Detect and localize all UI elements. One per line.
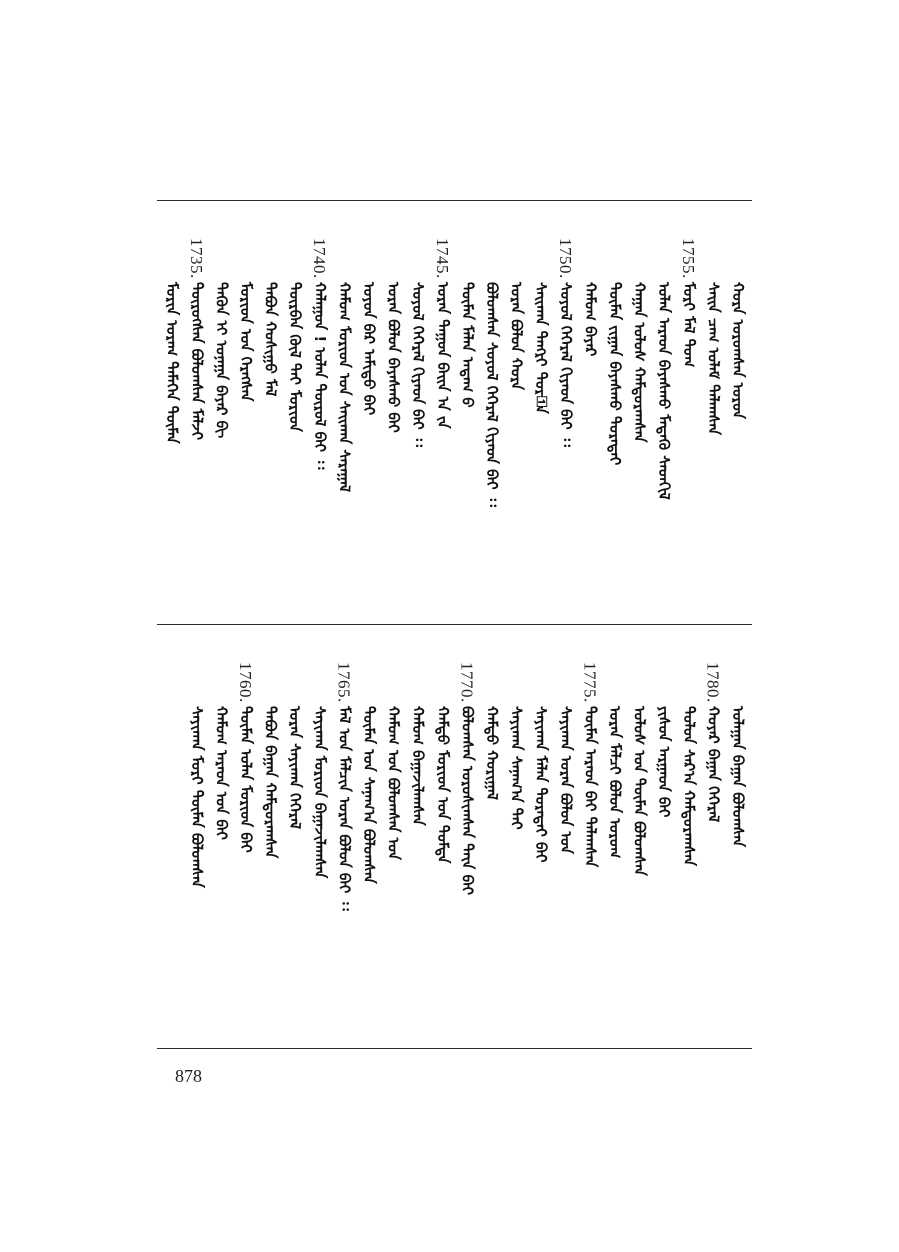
verse-text: ᠳᠦᠷᠪᠡᠨ ᠬᠦᠯ ᠲᠠᠢ ᠮᠣᠷᠢᠳ bbox=[286, 282, 305, 432]
verse-text: ᠲᠡᠭᠦᠨ ᠢ ᠤᠨᠠᠭᠠ ᠪᠠᠶᠠᠷ ᠪᠢ bbox=[212, 282, 231, 439]
verse-line bbox=[333, 238, 355, 618]
page-number: 878 bbox=[175, 1066, 202, 1086]
verse-line bbox=[678, 662, 700, 1042]
verse-text: ᠲᠦᠮᠡᠨ ᠠᠷᠠᠳ ᠪᠠᠢ ᠲᠠᠯᠠᠭᠰᠠᠨ bbox=[581, 706, 600, 868]
verse-text: ᠰᠠᠶᠢᠬᠠᠨ ᠮᠠᠯᠠᠨ ᠳᠤᠷᠠᠲᠠᠢ ᠪᠠᠢ bbox=[532, 706, 551, 863]
verse-line bbox=[506, 238, 528, 618]
verse-line bbox=[358, 238, 380, 618]
verse-line bbox=[530, 662, 552, 1042]
verse-text: ᠰᠠᠶᠢᠬᠠᠨ ᠮᠣᠷᠢᠳ ᠪᠠᠭᠠᠵᠢᠯᠠᠭᠰᠠᠨ bbox=[310, 706, 329, 879]
verse-text: ᠶᠢᠰᠦᠨ ᠠᠷᠭᠠᠳ ᠪᠠᠢ bbox=[655, 706, 674, 818]
verse-line bbox=[456, 662, 478, 1042]
verse-line bbox=[456, 238, 478, 618]
verse-text: ᠤᠷᠠᠨ ᠪᠣᠯᠤᠨ ᠪᠠᠶᠠᠰᠬᠤ ᠪᠠᠢ bbox=[384, 282, 403, 433]
verse-text: ᠲᠠᠪᠤᠨ ᠬᠣᠰᠢᠭᠤ ᠮᠠᠯ bbox=[261, 282, 280, 397]
verse-line bbox=[702, 662, 724, 1042]
verse-text: ᠪᠣᠯᠤᠭᠰᠠᠨ ᠰᠣᠶᠣᠯ ᠭᠡᠭᠡᠷᠡᠯ ᠭᠢᠶᠠᠳ ᠪᠠᠢ ᠄᠄ bbox=[483, 282, 501, 507]
verse-text: ᠰᠠᠶᠢᠬᠠᠨ ᠮᠣᠷᠢ ᠲᠦᠮᠡᠨ ᠪᠣᠯᠤᠭᠰᠠᠨ bbox=[187, 706, 206, 888]
verse-text: ᠤᠷᠠᠨ ᠪᠣᠯᠤᠨ ᠬᠤᠷᠠ bbox=[507, 282, 526, 390]
line-number: 1770. bbox=[457, 662, 477, 703]
verse-line bbox=[604, 238, 626, 618]
verse-text: ᠤᠯᠠᠭᠠᠨ ᠪᠠᠭᠠᠨ ᠪᠣᠯᠤᠭᠰᠠᠨ bbox=[729, 706, 747, 848]
verse-line bbox=[186, 662, 208, 1042]
verse-text: ᠲᠠᠪᠤᠨ ᠪᠠᠭᠠᠨ ᠬᠠᠮᠲᠤᠷᠠᠭᠰᠠᠨ bbox=[261, 706, 280, 859]
verse-line bbox=[629, 662, 651, 1042]
line-number: 1745. bbox=[432, 238, 452, 279]
line-number: 1775. bbox=[580, 662, 600, 703]
verse-block-upper bbox=[157, 238, 752, 618]
verse-text: ᠲᠥᠷᠦᠭᠰᠡᠨ ᠪᠣᠯᠤᠭᠰᠠᠨ ᠮᠠᠯᠵᠢ bbox=[187, 282, 206, 440]
verse-text: ᠪᠣᠯᠤᠭᠰᠠᠨ ᠣᠷᠣᠰᠢᠭᠰᠠᠨ ᠲᠠᠶ᠋ᠠ ᠪᠠᠢ bbox=[458, 706, 477, 896]
verse-text: ᠰᠠᠶᠢᠬᠠᠨ ᠤᠷᠠᠨ ᠪᠣᠯᠤᠨ ᠤᠨ bbox=[556, 706, 575, 854]
verse-line bbox=[333, 662, 355, 1042]
verse-text: ᠬᠠᠮᠤᠭ ᠤᠨ ᠪᠣᠯᠤᠭᠰᠠᠨ ᠤᠨ bbox=[384, 706, 403, 861]
verse-line bbox=[555, 238, 577, 618]
verse-line bbox=[383, 238, 405, 618]
line-number: 1740. bbox=[309, 238, 329, 279]
verse-text: ᠤᠷᠠᠨ ᠳᠠᠭᠤᠨ ᠪᠠᠢᠨ ᠠ ᠶ᠋ᠠ bbox=[433, 282, 452, 429]
verse-line bbox=[309, 662, 331, 1042]
verse-text: ᠬᠤᠷᠠ ᠤᠷᠤᠭᠰᠠᠨ ᠣᠷᠣᠨ bbox=[729, 282, 747, 419]
verse-text: ᠣᠯᠠᠨ ᠠᠷᠠᠳ ᠪᠠᠶᠠᠰᠬᠤ ᠮᠡᠳᠡᠬᠦ ᠰᠡᠳᠬᠢᠯ bbox=[655, 282, 674, 500]
verse-line bbox=[284, 662, 306, 1042]
verse-text: ᠮᠣᠷᠢᠳ ᠤᠨ ᠬᠡᠷᠡᠭᠰᠡᠨ bbox=[237, 282, 255, 402]
verse-text: ᠮᠠᠯ ᠤᠨ ᠮᠠᠯᠴᠢᠨ ᠤᠷᠠᠨ ᠪᠣᠯᠤᠨ ᠪᠠᠢ ᠄᠄ bbox=[335, 706, 354, 911]
verse-line bbox=[358, 662, 380, 1042]
line-number: 1750. bbox=[555, 238, 575, 279]
line-number: 1755. bbox=[678, 238, 698, 279]
top-rule bbox=[157, 200, 752, 201]
verse-line bbox=[407, 662, 429, 1042]
verse-line bbox=[260, 238, 282, 618]
verse-text: ᠲᠦᠮᠡᠨ ᠵᠢᠭᠠᠨ ᠪᠠᠶᠠᠰᠬᠤ ᠳᠤᠷᠠᠲᠠᠢ bbox=[606, 282, 624, 466]
verse-line bbox=[284, 238, 306, 618]
verse-text: ᠳᠣᠯᠤᠨ ᠰᠠᠷ᠎ᠠ ᠬᠠᠮᠲᠤᠷᠠᠭᠰᠠᠨ bbox=[679, 706, 698, 866]
verse-text: ᠲᠦᠮᠡᠨ ᠤᠨ ᠰᠠᠨᠠᠭ᠎ᠠ ᠪᠣᠯᠤᠭᠰᠠᠨ bbox=[360, 706, 378, 884]
verse-line bbox=[702, 238, 724, 618]
verse-text: ᠮᠣᠷᠢ ᠮᠠᠯ ᠲᠣᠭ bbox=[679, 282, 698, 368]
verse-line bbox=[506, 662, 528, 1042]
middle-rule bbox=[157, 624, 752, 625]
verse-line bbox=[653, 238, 675, 618]
verse-line bbox=[432, 662, 454, 1042]
verse-line bbox=[407, 238, 429, 618]
line-number: 1780. bbox=[703, 662, 723, 703]
verse-block-lower bbox=[157, 662, 752, 1042]
line-number: 1765. bbox=[334, 662, 354, 703]
verse-line bbox=[579, 238, 601, 618]
verse-line bbox=[530, 238, 552, 618]
verse-text: ᠰᠣᠶᠣᠯ ᠭᠡᠭᠡᠷᠡᠯ ᠭᠢᠶᠠᠳ ᠪᠠᠢ ᠄᠄ bbox=[556, 282, 575, 447]
verse-line bbox=[235, 238, 257, 618]
verse-line bbox=[432, 238, 454, 618]
verse-line bbox=[309, 238, 331, 618]
verse-line bbox=[186, 238, 208, 618]
verse-line bbox=[629, 238, 651, 618]
verse-text: ᠬᠠᠮᠤᠭ ᠠᠷᠠᠳ ᠤᠨ ᠪᠠᠢ bbox=[212, 706, 231, 840]
verse-text: ᠬᠠᠯᠠᠭᠤᠨ ! ᠤᠯᠠᠨ ᠲᠥᠷᠦᠯ ᠪᠠᠢ ᠄᠄ bbox=[310, 282, 329, 470]
verse-line bbox=[260, 662, 282, 1042]
line-number: 1760. bbox=[236, 662, 255, 703]
verse-line bbox=[161, 238, 183, 618]
verse-line bbox=[210, 238, 232, 618]
verse-text: ᠮᠣᠷᠢᠨ ᠤᠷᠠᠭ ᠲᠡᠮᠡᠭᠡᠨ ᠲᠦᠮᠡᠨ bbox=[163, 282, 182, 444]
verse-line bbox=[604, 662, 626, 1042]
verse-text: ᠰᠠᠢᠬᠠᠨ ᠲᠡᠩᠷᠢ ᠳᠣᠷ᠋ᠠ bbox=[532, 282, 551, 414]
verse-line bbox=[383, 662, 405, 1042]
verse-line bbox=[727, 238, 749, 618]
verse-line bbox=[235, 662, 257, 1042]
verse-text: ᠬᠠᠮᠲᠤ ᠬᠣᠷᠢᠭᠠᠯ bbox=[483, 706, 501, 801]
verse-text: ᠤᠷᠠᠨ ᠮᠠᠯᠴᠢ ᠪᠣᠯᠤᠨ ᠤᠷᠤᠭ bbox=[606, 706, 624, 859]
verse-text: ᠣᠶᠣᠨ ᠪᠠᠷ ᠠᠮᠢᠳᠤ ᠪᠠᠢ bbox=[360, 282, 378, 416]
verse-line bbox=[727, 662, 749, 1042]
verse-text: ᠤᠷᠠᠨ ᠰᠠᠶᠢᠬᠠᠨ ᠭᠡᠭᠡᠷᠡᠯ bbox=[286, 706, 305, 830]
verse-text: ᠬᠠᠮᠤᠭ ᠪᠠᠶᠠᠷ bbox=[581, 282, 600, 357]
verse-line bbox=[678, 238, 700, 618]
verse-line bbox=[481, 662, 503, 1042]
verse-text: ᠤᠯᠤᠰ ᠤᠨ ᠲᠦᠮᠡᠨ ᠪᠣᠯᠤᠭᠰᠠᠨ bbox=[630, 706, 649, 876]
verse-text: ᠰᠠᠢᠨ ᠴᠠᠭ ᠤᠯᠠᠮ ᠲᠠᠯᠠᠭᠰᠠᠨ bbox=[704, 282, 723, 435]
verse-line bbox=[210, 662, 232, 1042]
verse-text: ᠬᠠᠮᠤᠭ ᠮᠣᠷᠢᠳ ᠤᠨ ᠰᠠᠢᠬᠠᠨ ᠰᠠᠷᠠᠭᠠᠯ bbox=[335, 282, 354, 493]
verse-line bbox=[481, 238, 503, 618]
verse-text: ᠰᠠᠶᠢᠬᠠᠨ ᠰᠠᠨᠠᠭ᠎ᠠ ᠲᠠᠢ bbox=[507, 706, 526, 830]
verse-text: ᠬᠠᠭᠠᠨ ᠤᠯᠤᠰ ᠬᠠᠮᠲᠤᠷᠠᠭᠰᠠᠨ bbox=[630, 282, 649, 443]
verse-text: ᠬᠠᠮᠤᠭ ᠪᠠᠭᠠᠵᠢᠯᠠᠭᠰᠠᠨ bbox=[409, 706, 428, 826]
verse-text: ᠬᠣᠶᠠᠷ ᠪᠠᠭᠠᠨ ᠭᠡᠭᠡᠷᠡᠯ bbox=[704, 706, 723, 823]
verse-text: ᠲᠦᠮᠡᠨ ᠤᠯᠠᠨ ᠮᠣᠷᠢᠳ ᠪᠠᠢ bbox=[237, 706, 255, 853]
verse-line bbox=[555, 662, 577, 1042]
bottom-rule bbox=[157, 1048, 752, 1049]
verse-line bbox=[653, 662, 675, 1042]
verse-text: ᠬᠠᠮᠲᠤ ᠮᠣᠷᠢᠳ ᠤᠨ ᠳᠤᠮᠳᠠ bbox=[433, 706, 452, 864]
verse-line bbox=[579, 662, 601, 1042]
verse-text: ᠲᠦᠮᠡᠨ ᠮᠠᠯᠠᠨ ᠠᠳᠠᠭ ᠪ bbox=[458, 282, 477, 408]
line-number: 1735. bbox=[186, 238, 206, 279]
verse-text: ᠰᠣᠶᠣᠯ ᠭᠡᠭᠡᠷᠡᠯ ᠭᠢᠶᠠᠳ ᠪᠠᠢ ᠄᠄ bbox=[409, 282, 428, 447]
